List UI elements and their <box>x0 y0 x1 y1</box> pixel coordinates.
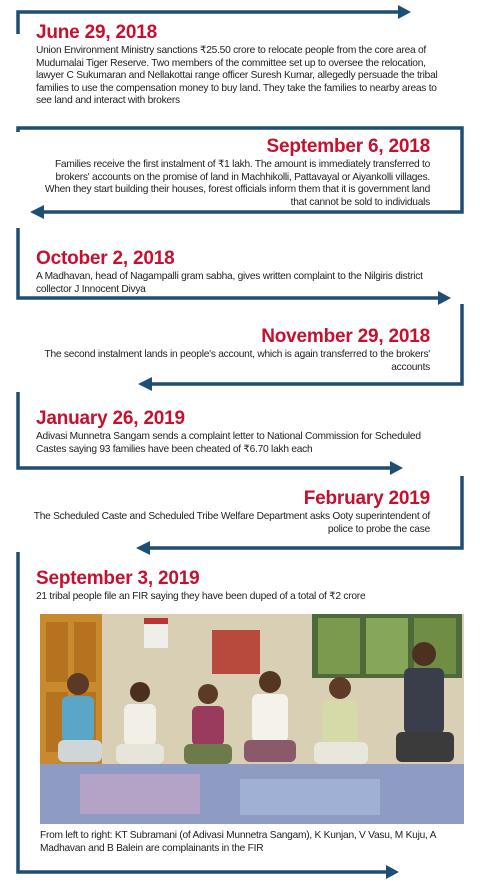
timeline-entry-3 <box>36 248 448 296</box>
entry-text: A Madhavan, head of Nagampalli gram sabha, gives written complaint to the Nilgiris district collector J Innocent Divya <box>36 271 423 295</box>
entry-date: September 3, 2019 <box>36 568 200 589</box>
arrowhead-4 <box>138 377 152 391</box>
arrowhead-6 <box>136 541 150 555</box>
entry-date: September 6, 2018 <box>266 136 430 157</box>
timeline-entry-7 <box>36 568 448 604</box>
entry-date: June 29, 2018 <box>36 22 157 43</box>
photo-caption: From left to right: KT Subramani (of Adivasi Munnetra Sangam), K Kunjan, V Vasu, M Kuju, A Madhavan and B Balein are complainants in the FIR <box>40 830 436 854</box>
entry-text: 21 tribal people file an FIR saying they have been duped of a total of ₹2 crore <box>36 591 366 602</box>
timeline-entry-6 <box>30 488 430 536</box>
entry-text: Adivasi Munnetra Sangam sends a complaint letter to National Commission for Scheduled Castes saying 93 families have been cheated of ₹6.70 lakh each <box>36 431 421 455</box>
entry-text: The second instalment lands in people's account, which is again transferred to the brokers' accounts <box>44 349 430 373</box>
complainants-photo <box>40 614 464 824</box>
arrowhead-1 <box>398 5 411 19</box>
arrowhead-5 <box>390 461 403 475</box>
entry-date: October 2, 2018 <box>36 248 175 269</box>
timeline-entry-2 <box>30 136 430 209</box>
timeline-entry-1 <box>36 22 448 108</box>
timeline-entry-5 <box>36 408 448 456</box>
arrowhead-7 <box>386 865 399 879</box>
entry-text: The Scheduled Caste and Scheduled Tribe Welfare Department asks Ooty superintendent of police to probe the case <box>33 511 430 535</box>
entry-date: February 2019 <box>303 488 430 509</box>
timeline-entry-4 <box>30 326 430 374</box>
entry-text: Families receive the first instalment of ₹1 lakh. The amount is immediately transferred to brokers' accounts on the promise of land in Machhikolli, Pattavayal or Aiyankolli villages. When they start building their houses, forest officials inform them that it is government land that cannot be sold to individuals <box>44 159 430 208</box>
entry-date: January 26, 2019 <box>36 408 185 429</box>
entry-date: November 29, 2018 <box>261 326 430 347</box>
entry-text: Union Environment Ministry sanctions ₹25.50 crore to relocate people from the core area of Mudumalai Tiger Reserve. Two members of the committee set up to oversee the relocation, lawyer C Sukumaran and Nellakottai range officer Suresh Kumar, allegedly persuade the tribal families to use the compensation money to buy land. They take the families to nearby areas to see land and interact with brokers <box>36 45 438 107</box>
